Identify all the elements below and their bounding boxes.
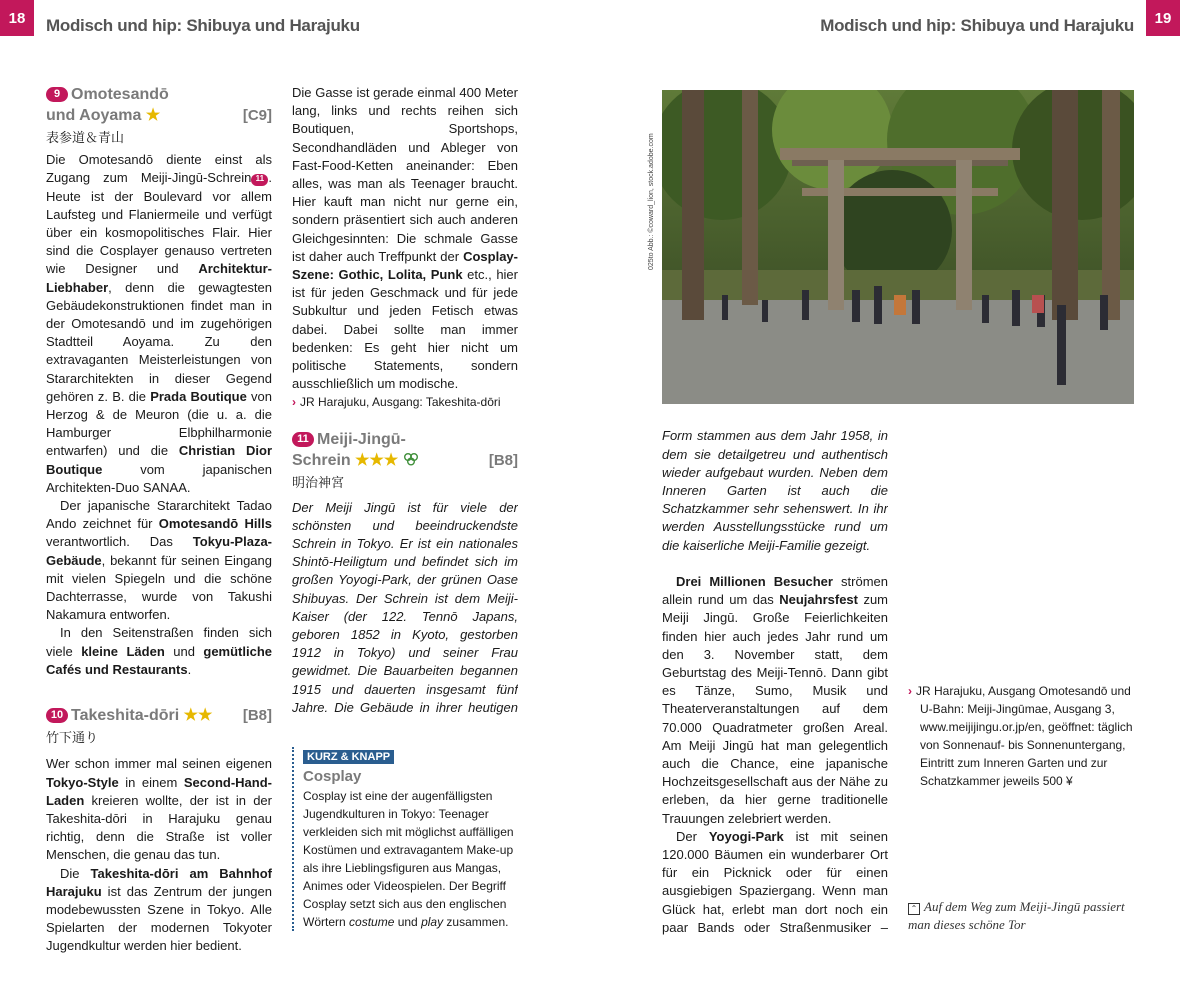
chevron-right-icon: › (908, 684, 912, 698)
section-10-paragraph-3: Die Gasse ist gerade einmal 400 Meter lang, links und rechts reihen sich Boutiquen, Sportshops, Secondhandläden und Ableger von Fast-Food-Ketten aneinander: Eben alles, was man als Teenager braucht. Hier kauft man nicht nur gerne ein, sondern präsentiert sich auch anderen Gleichgesinnten: Die schmale Gasse ist daher auch Treffpunkt der Cosplay-Szene: Gothic, Lolita, Punk etc., hier ist für jeden Geschmack und für jede Subkultur und jeden Fetisch etwas dabei. Dabei sollte man immer bedenken: Es geht hier nicht um politische Statements, sondern ausschließlich um modische. (292, 85, 518, 392)
page-number-right: 19 (1146, 0, 1180, 36)
section-11-intro-part-2: Form stammen aus dem Jahr 1958, in dem sie detailgetreu und authentisch wieder aufgebaut wurden. Neben dem Inneren Garten ist auch die Schatzkammer sehr sehenswert. In ihr werden Ausstellungsstücke rund um die kaiserliche Meiji-Familie gezeigt. (662, 428, 888, 553)
section-11-paragraph-1: Drei Millionen Besucher strömen allein rund um das Neujahrsfest zum Meiji Jingū. Große Feierlichkeiten finden hier auch jedes Jahr rund um den 3. November statt, dem Geburtstag des Meiji-Tennō. Dann gibt es Tänze, Sumo, Musik und Theaterveranstaltungen auf dem 70.000 Quadratmeter großen Areal. Am Meiji Jingū hat man gelegentlich auch die Chance, eine japanische Hochzeitsgesellschaft aus der Nähe zu erleben, da hier gerne traditionelle Trauungen zelebriert werden. (662, 574, 889, 826)
section-10-name: Takeshita-dōri (71, 707, 180, 725)
column-4 (908, 428, 1134, 790)
photo-credit: 025to Abb.: ©coward_lion, stock.adobe.com (648, 133, 655, 270)
section-10-title (46, 705, 272, 726)
grid-ref: [B8] (242, 707, 272, 725)
section-9-kanji: 表参道＆青山 (46, 130, 125, 145)
kurz-knapp-title: Cosplay (303, 768, 362, 785)
grid-ref: [C9] (242, 107, 272, 124)
section-10-kanji: 竹下通り (46, 730, 99, 746)
star-rating: ★★ (183, 707, 213, 725)
section-11-badge: 11 (292, 432, 314, 447)
section-10-paragraph-2: Die Takeshita-dōri am Bahnhof Harajuku ist das Zentrum der jungen modebewussten Szene in Tokyo. Alle Spielarten der modernen Tokyoter Jugendkultur werden hier bedient. (46, 865, 272, 954)
running-header-left: Modisch und hip: Shibuya und Harajuku (46, 16, 360, 35)
torii-photo (662, 90, 1134, 404)
photo-caption: ⌃ Auf dem Weg zum Meiji-Jingū passiert man dieses schöne Tor (908, 899, 1125, 932)
page-number-left: 18 (0, 0, 34, 36)
section-10-paragraph-1: Wer schon immer mal seinen eigenen Tokyo-Style in einem Second-Hand-Laden kreieren wollte, der ist in der Takeshita-dōri in Harajuku genau richtig, denn die Straße ist voller Menschen, die genau das tun. (46, 756, 272, 863)
star-rating: ★ (145, 107, 161, 124)
caption-arrow-icon: ⌃ (908, 903, 920, 915)
section-10-badge: 10 (46, 708, 68, 723)
star-rating: ★★★ (355, 452, 399, 470)
cross-ref-badge[interactable]: 11 (251, 174, 268, 186)
section-9-title (46, 84, 272, 126)
torii-gate-image (662, 90, 1134, 404)
grid-ref: [B8] (488, 452, 518, 470)
kurz-knapp-box (292, 747, 525, 931)
chevron-right-icon: › (292, 395, 296, 410)
kurz-knapp-badge: KURZ & KNAPP (303, 750, 394, 764)
kurz-knapp-body: Cosplay ist eine der augenfälligsten Jugendkulturen in Tokyo: Teenager verkleiden sich mit möglichst auffälligen Kostümen und extravagantem Make-up als ihre Lieblingsfiguren aus Mangas, Animes oder Videospielen. Der Begriff Cosplay setzt sich aus den englischen Wörtern costume und play zusammen. (303, 789, 514, 929)
section-11-paragraph-2-part-1: Der Yoyogi-Park ist mit seinen 120.000 Bäumen ein wunderbarer Ort für ein Picknick oder für einen ausgiebigen Spaziergang. Wenn man Glück hat, erlebt man dort noch ein paar Bands oder Straßenmusiker – (662, 828, 888, 935)
section-9-name-2: und Aoyama (46, 107, 142, 124)
section-11-intro-part-1: Der Meiji Jingū ist für viele der schönsten und beeindruckendste Schrein in Tokyo. Er ist ein nationales Shintō-Heiligtum und befindet sich im großen Yoyogi-Park, der grünen Oase Shibuyas. Der Schrein ist dem Meiji-Kaiser (der 122. Tennō Japans, geboren 1852 in Kyoto, gestorben 1912 in Tokyo) und seiner Frau gewidmet. Die Bauarbeiten begannen 1915 und dauerten insgesamt fünf Jahre. Die Gebäude in ihrer heutigen (292, 499, 518, 715)
running-header-right: Modisch und hip: Shibuya und Harajuku (820, 16, 1134, 35)
section-11-kanji: 明治神宮 (292, 475, 345, 491)
column-3 (662, 428, 888, 937)
section-9-paragraph-1: Die Omotesandō diente einst als Zugang zum Meiji-Jingū-Schrein 11 . Heute ist der Boulevard vor allem Laufsteg und Flaniermeile und verfügt über ein kosmopolitisches Flair. Hier sind die Cosplayer genauso vertreten wie Designer und Architektur-Liebhaber, denn die gewagtesten Gebäudekonstruktionen findet man in der Omotesandō und im zugehörigen Stadtteil Aoyama. Zu den extravaganten Meisterleistungen von Stararchitekten in dieser Gegend gehören z. B. die Prada Boutique von Herzog & de Meuron (die u. a. die Hamburger Elbphilharmonie entwarfen) und die Christian Dior Boutique vom japanischen Architekten-Duo SANAA. (46, 152, 272, 495)
column-1 (46, 84, 272, 956)
section-11-name-1: Meiji-Jingū- (317, 431, 406, 449)
section-10-info: › JR Harajuku, Ausgang: Takeshita-dōri (292, 395, 501, 410)
leaf-icon (403, 452, 419, 466)
section-9-paragraph-3: In den Seitenstraßen finden sich viele kleine Läden und gemütliche Cafés und Restaurants. (46, 625, 272, 677)
section-11-info: › JR Harajuku, Ausgang Omotesandō und U-Bahn: Meiji-Jingūmae, Ausgang 3, www.meijijingu.or.jp/en, geöffnet: täglich von Sonnenauf- bis Sonnenuntergang, Eintritt zum Inneren Garten und zur Schatzkammer jeweils 500 ¥ (908, 684, 1133, 788)
section-9-name-1: Omotesandō (71, 86, 169, 103)
section-11-paragraph-2-part-2 (908, 428, 1134, 682)
column-2 (292, 84, 518, 718)
section-9-badge: 9 (46, 87, 68, 102)
section-9-paragraph-2: Der japanische Stararchitekt Tadao Ando zeichnet für Omotesandō Hills verantwortlich. Das Tokyu-Plaza-Gebäude, bekannt für seinen Eingang mit vielen Spiegeln und die schöne Dachterrasse, wurde von Takushi Nakamura entworfen. (46, 498, 272, 623)
section-11-title (292, 429, 518, 471)
section-11-name-2: Schrein (292, 452, 351, 470)
